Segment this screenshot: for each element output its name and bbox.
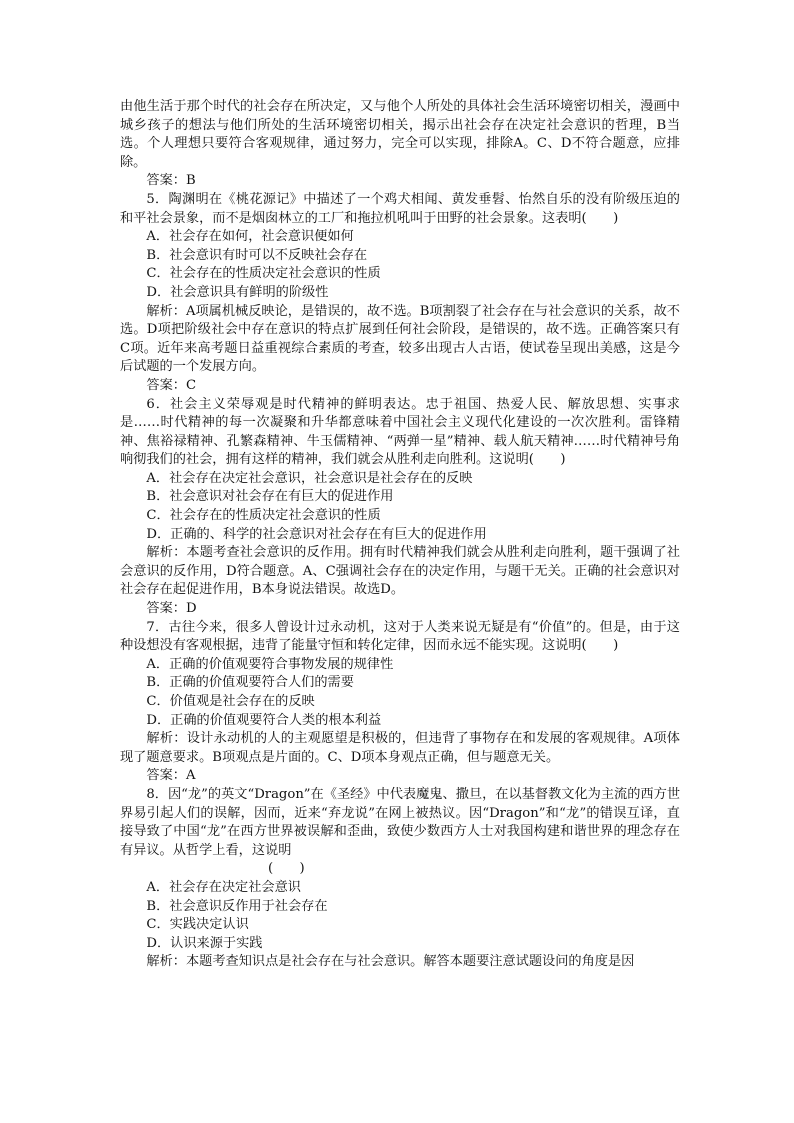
question-7-option-d: D．正确的价值观要符合人类的根本利益 (146, 712, 382, 728)
question-6-option-b: B．社会意识对社会存在有巨大的促进作用 (146, 489, 394, 505)
question-7-analysis: 解析：设计永动机的人的主观愿望是积极的，但违背了事物存在和发展的客观规律。A项体现了题意要求。B项观点是片面的。C、D项本身观点正确，但与题意无关。 (120, 731, 680, 765)
question-6-analysis: 解析：本题考查社会意识的反作用。拥有时代精神我们就会从胜利走向胜利，题干强调了社会意识的反作用，D符合题意。A、C强调社会存在的决定作用，与题干无关。正确的社会意识对社会存在起促进作用，B本身说法错误。故选D。 (120, 545, 680, 598)
question-6-option-a: A．社会存在决定社会意识，社会意识是社会存在的反映 (146, 470, 473, 486)
question-5-analysis: 解析：A项属机械反映论，是错误的，故不选。B项割裂了社会存在与社会意识的关系，故不选。D项把阶级社会中存在意识的特点扩展到任何社会阶段，是错误的，故不选。正确答案只有C项。近年来高考题日益重视综合素质的考查，较多出现古人古语，使试卷呈现出美感，这是今后试题的一个发展方向。 (120, 303, 680, 375)
question-5-answer: 答案：C (146, 377, 197, 393)
question-7-stem: 7．古往今来，很多人曾设计过永动机，这对于人类来说无疑是有“价值”的。但是，由于这种设想没有客观根据，违背了能量守恒和转化定律，因而永远不能实现。这说明( ) (120, 619, 680, 654)
question-5-option-d: D．社会意识具有鲜明的阶级性 (146, 284, 329, 300)
intro-paragraph: 由他生活于那个时代的社会存在所决定，又与他个人所处的具体社会生活环境密切相关，漫画中城乡孩子的想法与他们所处的生活环境密切相关，揭示出社会存在决定社会意识的哲理，B当选。个人理想只要符合客观规律，通过努力，完全可以实现，排除A。C、D不符合题意，应排除。 (120, 99, 680, 170)
question-6-option-c: C．社会存在的性质决定社会意识的性质 (146, 508, 381, 524)
question-8-analysis: 解析：本题考查知识点是社会存在与社会意识。解答本题要注意试题设问的角度是因 (146, 954, 635, 970)
question-6-answer: 答案：D (146, 601, 197, 617)
question-6-option-d: D．正确的、科学的社会意识对社会存在有巨大的促进作用 (146, 526, 487, 542)
question-7-option-a: A．正确的价值观要符合事物发展的规律性 (146, 656, 394, 672)
question-8-option-b: B．社会意识反作用于社会存在 (146, 898, 328, 914)
question-5-stem: 5．陶渊明在《桃花源记》中描述了一个鸡犬相闻、黄发垂髫、怡然自乐的没有阶级压迫的和平社会景象，而不是烟囱林立的工厂和拖拉机吼叫于田野的社会景象。这表明( ) (120, 191, 680, 226)
question-5-option-c: C．社会存在的性质决定社会意识的性质 (146, 266, 381, 282)
question-8-option-c: C．实践决定认识 (146, 917, 249, 933)
question-5-option-b: B．社会意识有时可以不反映社会存在 (146, 247, 368, 263)
question-7-option-c: C．价值观是社会存在的反映 (146, 694, 315, 709)
question-7-option-b: B．正确的价值观要符合人们的需要 (146, 675, 354, 691)
question-8-answer-blank: ( ) (268, 861, 305, 877)
question-8-stem: 8．因“龙”的英文“Dragon”在《圣经》中代表魔鬼、撒旦，在以基督教文化为主流的西方世界易引起人们的误解，因而，近来“弃龙说”在网上被热议。因“Dragon”和“龙”的错误互译，直接导致了中国“龙”在西方世界被误解和歪曲，致使少数西方人士对我国构建和谐世界的理念存在有异议。从哲学上看，这说明 (120, 786, 680, 858)
question-6-stem: 6．社会主义荣辱观是时代精神的鲜明表达。忠于祖国、热爱人民、解放思想、实事求是……时代精神的每一次凝聚和升华都意味着中国社会主义现代化建设的一次次胜利。雷锋精神、焦裕禄精神、孔繁森精神、牛玉儒精神、“两弹一星”精神、载人航天精神……时代精神号角响彻我们的社会，拥有这样的精神，我们就会从胜利走向胜利。这说明( ) (120, 396, 680, 468)
question-8-option-a: A．社会存在决定社会意识 (146, 879, 301, 895)
question-7-answer: 答案：A (146, 768, 196, 784)
intro-answer: 答案：B (146, 173, 196, 189)
question-5-option-a: A．社会存在如何，社会意识便如何 (146, 229, 354, 245)
question-8-option-d: D．认识来源于实践 (146, 935, 263, 951)
document-page (120, 98, 680, 972)
